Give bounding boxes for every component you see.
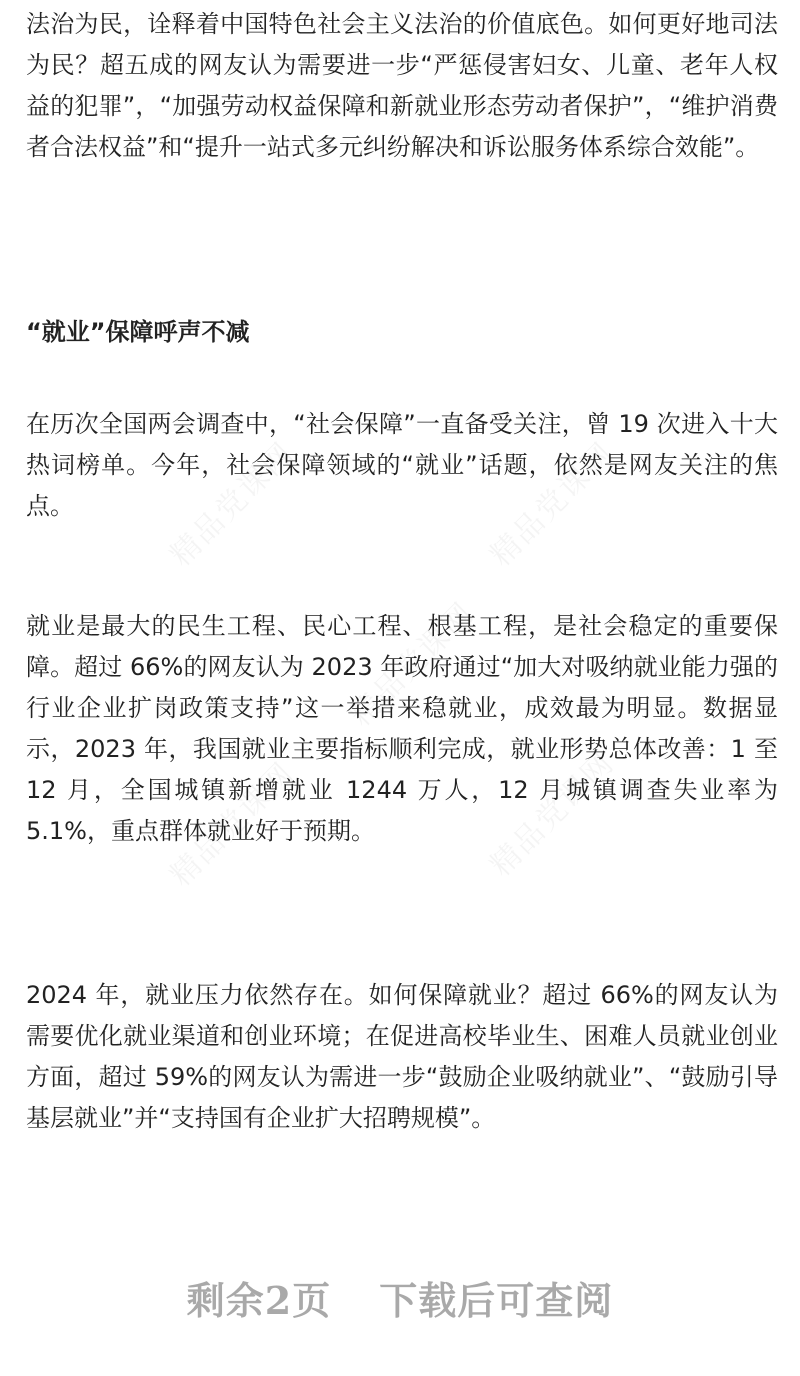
paragraph-employment-stats: 就业是最大的民生工程、民心工程、根基工程，是社会稳定的重要保障。超过 66%的网友认为 2023 年政府通过“加大对吸纳就业能力强的行业企业扩岗政策支持”这一举措来稳就业，成效最为明显。数据显示，2023 年，我国就业主要指标顺利完成，就业形势总体改善：1 至 12 月，全国城镇新增就业 1244 万人，12 月城镇调查失业率为 5.1%，重点群体就业好于预期。 <box>26 612 778 845</box>
paragraph-rule-of-law: 法治为民，诠释着中国特色社会主义法治的价值底色。如何更好地司法为民？超五成的网友认为需要进一步“严惩侵害妇女、儿童、老年人权益的犯罪”，“加强劳动权益保障和新就业形态劳动者保护”，“维护消费者合法权益”和“提升一站式多元纠纷解决和诉讼服务体系综合效能”。 <box>26 10 778 161</box>
paragraph-social-security: 在历次全国两会调查中，“社会保障”一直备受关注，曾 19 次进入十大热词榜单。今年，社会保障领域的“就业”话题，依然是网友关注的焦点。 <box>26 410 778 520</box>
paragraph-employment-2024: 2024 年，就业压力依然存在。如何保障就业？超过 66%的网友认为需要优化就业渠道和创业环境；在促进高校毕业生、困难人员就业创业方面，超过 59%的网友认为需进一步“鼓励企业吸纳就业”、“鼓励引导基层就业”并“支持国有企业扩大招聘规模”。 <box>26 981 778 1132</box>
download-to-view-label: 下载后可查阅 <box>379 1278 614 1323</box>
download-prompt-banner[interactable] <box>0 1270 800 1325</box>
section-heading-employment: “就业”保障呼声不减 <box>26 318 250 346</box>
remaining-pages-label: 剩余2页 <box>186 1278 332 1323</box>
